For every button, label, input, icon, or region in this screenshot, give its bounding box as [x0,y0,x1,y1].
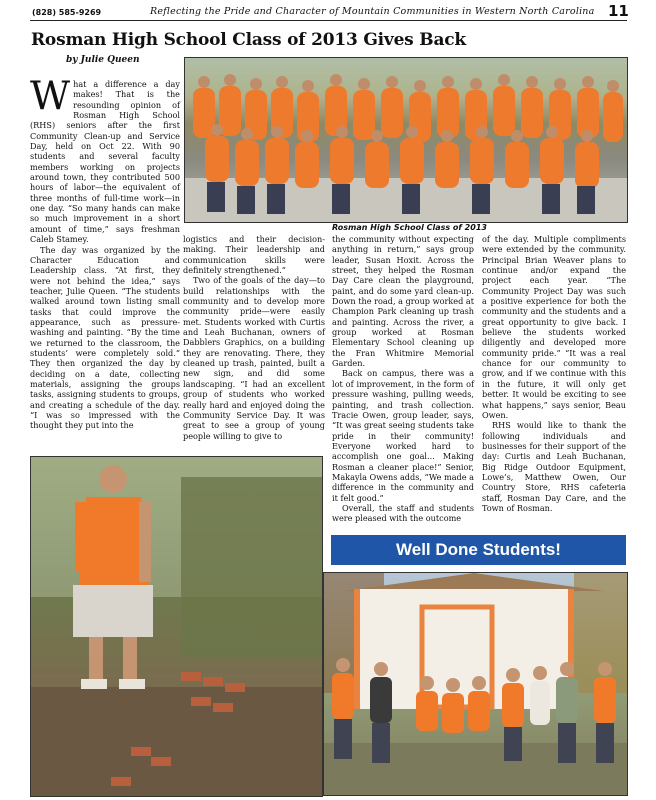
header-rule [30,20,627,21]
article-byline: by Julie Queen [66,55,140,65]
garden-photo-art [31,457,322,796]
photo-caption: Rosman High School Class of 2013 [332,223,487,232]
group-photo-art [185,58,627,222]
col2-para-1: logistics and their decision-making. Their leadership and communication skills were definitely strengthened.” [183,234,325,276]
col3-para-2: Back on campus, there was a lot of improvement, in the form of pressure washing, pulling weeds, painting, and trash collection. Tracie Owen, group leader, says, “It was great seeing students take pride in their community! Everyone worked hard to accomplish one goal... Making Rosman a cleaner place!” Senior, Makayla Owens adds, “We made a difference in the community and it felt good.” [332,368,474,503]
col4-para-1: of the day. Multiple compliments were extended by the community. Principal Brian Weaver plans to continue and/or expand the project each year. “The Community Project Day was such a positive experience for both the community and the students and a great opportunity to give back. I believe the students worked diligently and developed more community pride.” “It was a real chance for our community to grow, and if we continue with this in the future, it will only get better. It would be exciting to see what happens,” says senior, Beau Owen. [482,234,626,420]
text-column-4 [482,234,626,513]
text-column-1 [30,74,180,431]
col1-para-2: The day was organized by the Character Education and Leadership class. “At first, they were not behind the idea,” says teacher, Julie Queen. “The students walked around town listing small tasks that could improve the appearance, such as pressure-washing and painting. “By the time we returned to the classroom, the students’ were completely sold.” They then organized the day by deciding on a date, collecting materials, assigning the groups tasks, assigning students to groups, and creating a schedule of the day. “I was so impressed with the thought they put into the [30,244,180,431]
shed-photo-art [324,573,627,795]
page-number: 11 [608,2,629,20]
col2-para-2: Two of the goals of the day—to build relationships with the community and to develop more community pride—were easily met. Students worked with Curtis and Leah Buchanan, owners of Dabblers Graphics, on a building they are renovating. There, they cleaned up trash, painted, built a new sign, and did some landscaping. “I had an excellent group of students who worked really hard and enjoyed doing the Community Service Day. It was great to see a group of young people willing to give to [183,275,325,441]
text-column-2 [183,234,325,441]
article-title: Rosman High School Class of 2013 Gives Back [31,30,466,50]
col3-para-1: the community without expecting anything in return,” says group leader, Susan Hoxit. Across the street, they helped the Rosman Day Care clean the playground, paint, and do some yard clean-up. Down the road, a group worked at Champion Park cleaning up trash and painting. Across the river, a group worked at Rosman Elementary School cleaning up the Fran Whitmire Memorial Garden. [332,234,474,369]
shed-photo [323,572,628,796]
text-column-3 [332,234,474,524]
col3-para-3: Overall, the staff and students were pleased with the outcome [332,502,474,524]
drop-cap: W [30,74,71,119]
col4-para-2: RHS would like to thank the following individuals and businesses for their support of the day: Curtis and Leah Buchanan, Big Ridge Outdoor Equipment, Lowe’s, Matthew Owen, Our Country Store, RHS cafeteria staff, Rosman Day Care, and the Town of Rosman. [482,420,626,513]
col1-para-1 [30,74,180,245]
group-photo [184,57,628,223]
col1-para-1-text: hat a difference a day makes! That is the resounding opinion of Rosman High School (RHS) seniors after the first Community Clean-up and Service Day, held on Oct 22. With 90 students and several faculty members working on projects around town, they contributed 500 hours of labor—the equivalent of three months of full-time work—in one day. “So many hands can make so much improvement in a short amount of time,” says freshman Caleb Stamey. [30,79,180,245]
garden-photo [30,456,323,797]
well-done-banner: Well Done Students! [331,535,626,565]
header-phone: (828) 585-9269 [32,8,102,17]
header-tagline: Reflecting the Pride and Character of Mountain Communities in Western North Carolina [150,6,595,17]
